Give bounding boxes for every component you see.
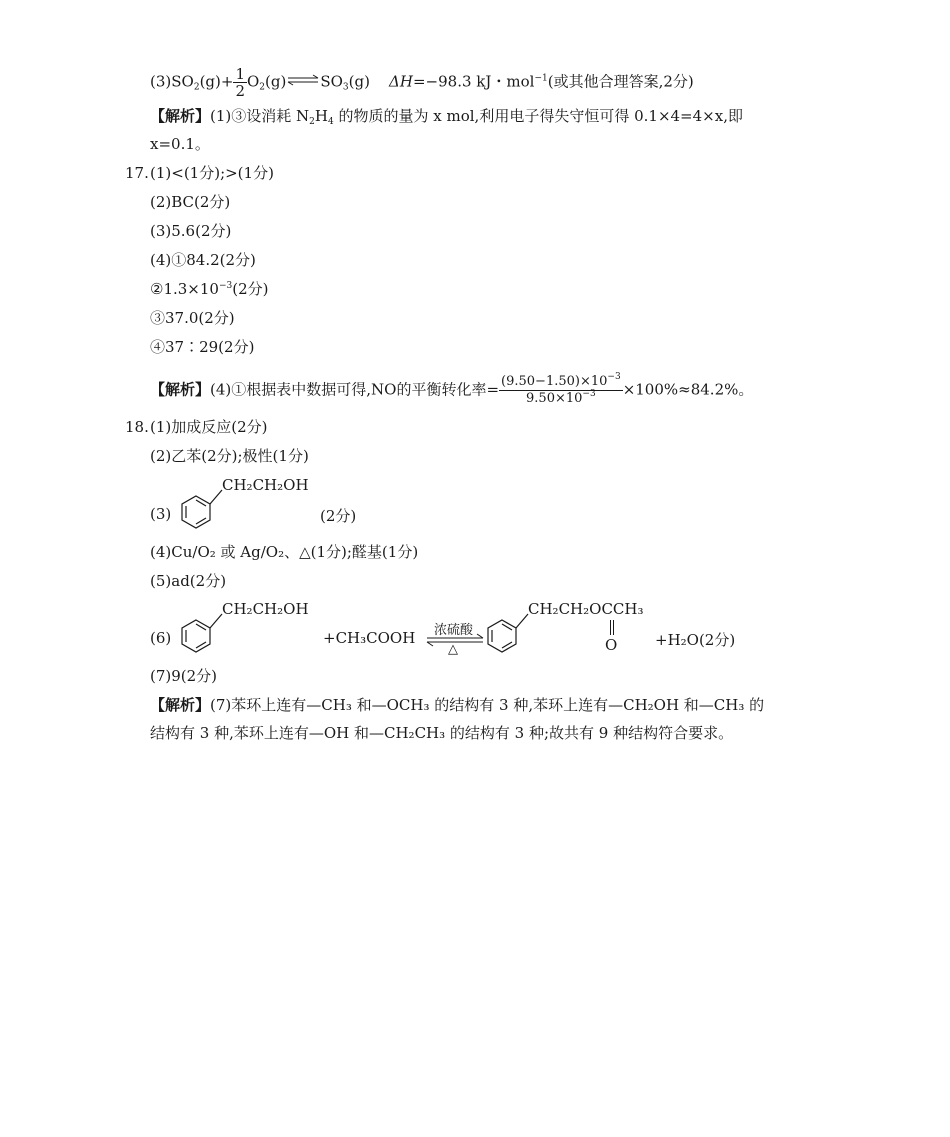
- q18-item1: (1)加成反应(2分): [150, 418, 268, 436]
- reaction-condition-bottom: △: [448, 642, 458, 657]
- q18-item3-label: (3): [150, 505, 172, 523]
- q18-item6-substituent2: CH₂CH₂OCCH₃: [528, 600, 644, 618]
- conversion-fraction: [499, 374, 623, 407]
- frac-num: 1: [235, 65, 245, 83]
- sup: −3: [582, 389, 596, 399]
- q18-item2: (2)乙苯(2分);极性(1分): [150, 447, 309, 465]
- text: (4)①根据表中数据可得,NO的平衡转化率=: [210, 380, 500, 399]
- frac-bottom: [499, 391, 623, 407]
- q17-item7: ④37∶29(2分): [150, 338, 255, 356]
- q17-number: [125, 163, 149, 183]
- analysis-tag: 【解析】: [150, 380, 211, 399]
- q17-item5: [150, 279, 269, 299]
- q18-analysis: [150, 695, 764, 715]
- text: (7)苯环上连有—CH₃ 和—OCH₃ 的结构有 3 种,苯环上连有—CH₂OH 和—CH₃ 的: [210, 696, 765, 714]
- text: ×100%≈84.2%。: [622, 380, 754, 399]
- q18-item3-score: (2分): [320, 507, 357, 525]
- q18-number: [125, 417, 149, 437]
- q17-item1: (1)<(1分);>(1分): [150, 164, 274, 182]
- q18-item6-reagent: +CH₃COOH: [323, 629, 416, 647]
- q17-item4: (4)①84.2(2分): [150, 251, 256, 269]
- text: (g): [348, 72, 370, 91]
- q18-item5: (5)ad(2分): [150, 572, 227, 590]
- q16-item3: $(3)SO_2(g)+$ $\frac{1}{2}$ $O_2(g)$ $SO_3(g)$ ΔH=−98.3 kJ・mol$^{-1}$(或其他合理答案,2分): [150, 65, 694, 100]
- benzene-ring-icon: [176, 612, 226, 656]
- q17-item3: (3)5.6(2分): [150, 222, 232, 240]
- benzene-ring-icon: [482, 612, 532, 656]
- text: (2分): [232, 280, 269, 298]
- frac-den: 2: [235, 82, 245, 100]
- q17-item6: ③37.0(2分): [150, 309, 235, 327]
- text: SO: [320, 72, 343, 91]
- text: (1)③设消耗 N: [210, 107, 310, 125]
- q17-analysis: [150, 374, 753, 407]
- text: O: [246, 72, 260, 91]
- text: ΔH: [389, 72, 413, 91]
- carbonyl-oxygen: O: [605, 636, 618, 654]
- reaction-condition-top: 浓硫酸: [434, 623, 474, 638]
- fraction-half: [233, 66, 247, 99]
- text: x=0.1。: [150, 135, 210, 153]
- text: ②1.3×10: [150, 280, 219, 298]
- q17-item2: (2)BC(2分): [150, 193, 231, 211]
- carbonyl-double-bond-icon: [608, 620, 616, 636]
- text: (9.50−1.50)×10: [501, 374, 608, 389]
- q18-item6-substituent1: CH₂CH₂OH: [222, 600, 309, 618]
- q18-item6-label: (6): [150, 629, 172, 647]
- analysis-tag: 【解析】: [150, 696, 211, 714]
- text: (g)+: [199, 72, 234, 91]
- q18-analysis-2: 结构有 3 种,苯环上连有—OH 和—CH₂CH₃ 的结构有 3 种;故共有 9 种结构符合要求。: [150, 724, 734, 742]
- text: H: [314, 107, 328, 125]
- q18-item3-substituent: CH₂CH₂OH: [222, 476, 309, 494]
- q18-item6-product: +H₂O(2分): [655, 631, 736, 649]
- q16-analysis-2: [150, 134, 210, 154]
- text: =−98.3 kJ・mol: [412, 72, 535, 91]
- benzene-ring-icon: [176, 488, 226, 532]
- text: 9.50×10: [526, 391, 583, 406]
- text: 17.: [125, 164, 149, 182]
- q18-item7: (7)9(2分): [150, 667, 218, 685]
- text: 18.: [125, 418, 149, 436]
- text: (或其他合理答案,2分): [547, 72, 694, 91]
- q18-item4: (4)Cu/O₂ 或 Ag/O₂、△(1分);醛基(1分): [150, 543, 419, 561]
- frac-top: [499, 374, 623, 391]
- equilibrium-arrow: [286, 70, 320, 90]
- q16-analysis: 【解析】(1)③设消耗 $N_2H_4$ 的物质的量为 x mol,利用电子得失守恒可得 0.1×4=4×x,即: [150, 107, 743, 127]
- text: (3)SO: [150, 72, 194, 91]
- sup: −3: [607, 372, 621, 382]
- analysis-tag: 【解析】: [150, 107, 211, 125]
- sup: −3: [218, 281, 233, 291]
- text: (g): [265, 72, 287, 91]
- text: 的物质的量为 x mol,利用电子得失守恒可得 0.1×4=4×x,即: [333, 107, 743, 125]
